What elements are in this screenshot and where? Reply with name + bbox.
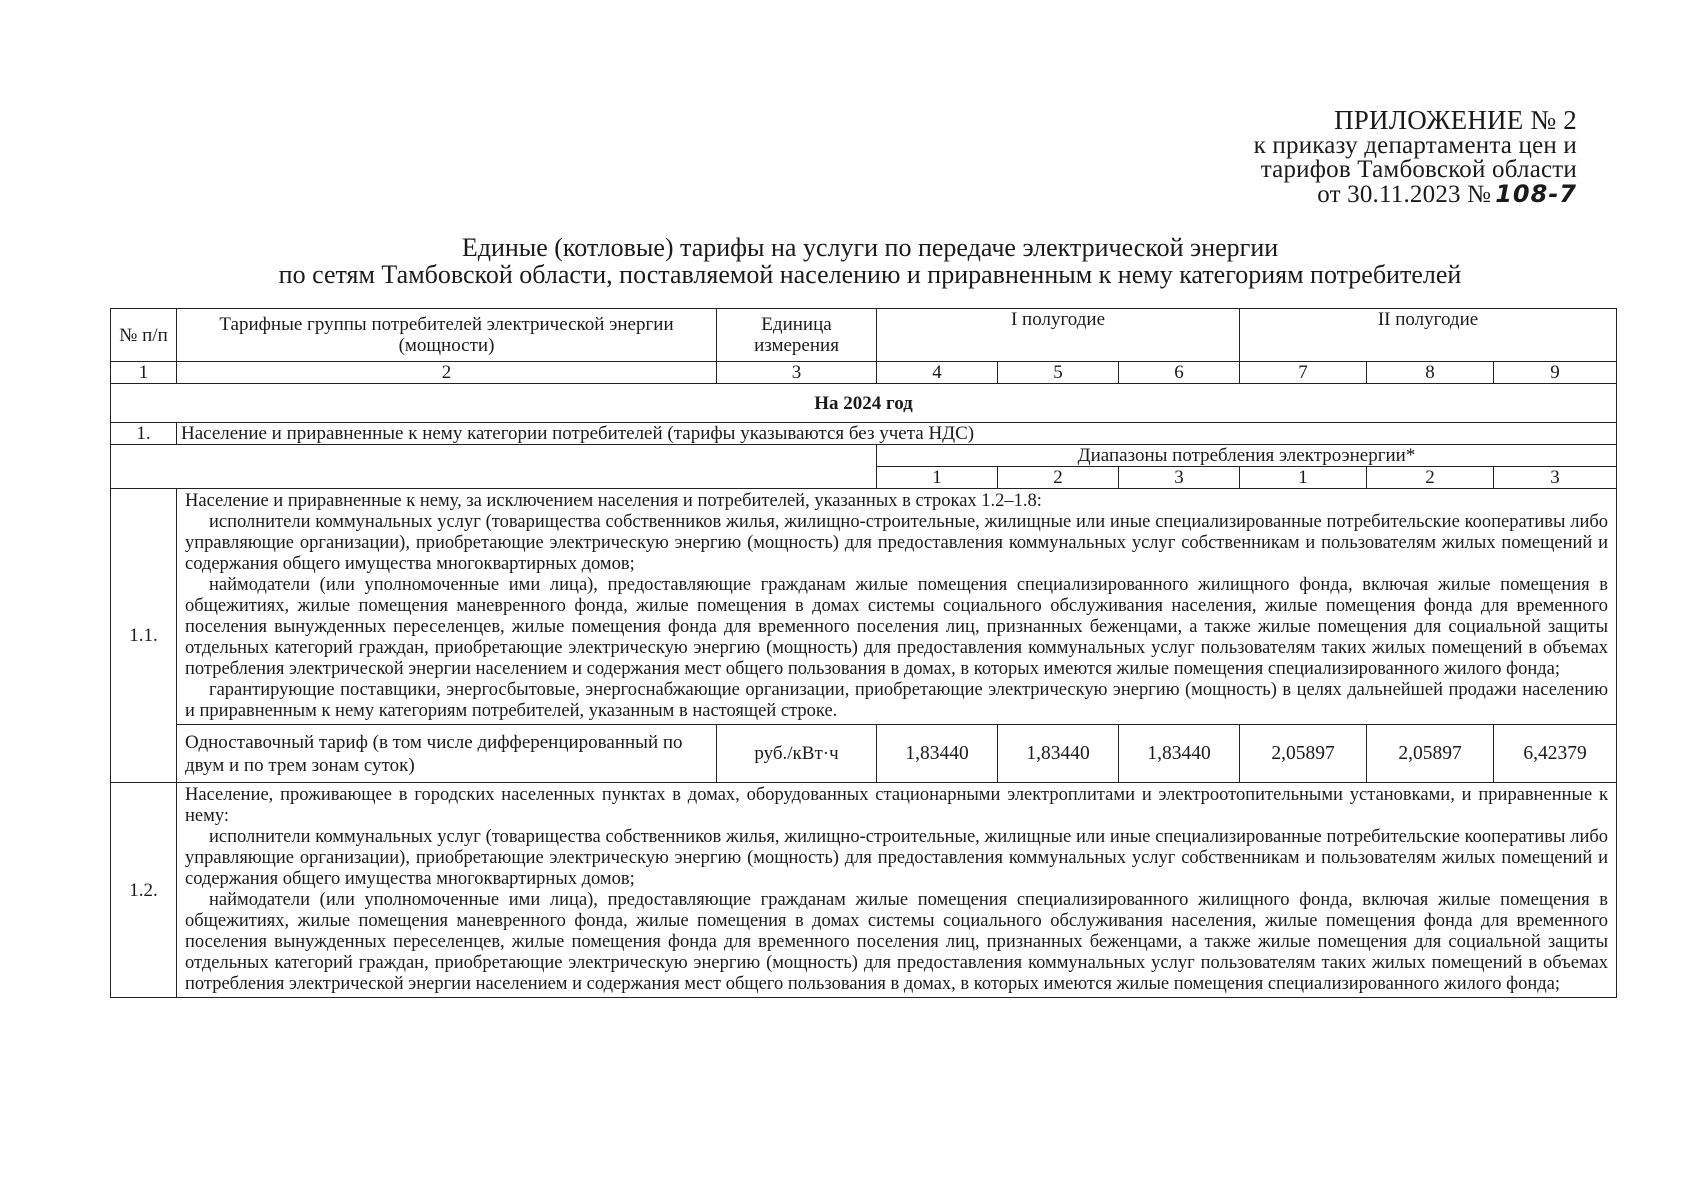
document-title-line-2: по сетям Тамбовской области, поставляемой населению и приравненным к нему категориям потребителей <box>278 260 1462 289</box>
tariff-value: 2,05897 <box>1367 725 1494 783</box>
ranges-label-row <box>111 445 1617 467</box>
col-number: 7 <box>1240 362 1367 384</box>
tariff-unit: руб./кВт·ч <box>717 725 877 783</box>
table-row <box>111 489 1617 725</box>
appendix-date: от 30.11.2023 № <box>1317 181 1492 208</box>
header-half-1: I полугодие <box>877 309 1240 362</box>
tariff-value: 1,83440 <box>877 725 998 783</box>
header-unit: Единица измерения <box>717 309 877 362</box>
tariff-row <box>111 725 1617 783</box>
row-paragraph: наймодатели (или уполномоченные ими лица), предоставляющие гражданам жилые помещения специализированного жилищного фонда, включая жилые помещения в общежитиях, жилые помещения маневренного фонда, жилые помещения в домах системы социального обслуживания населения, жилые помещения фонда для временного поселения вынужденных переселенцев, жилые помещения фонда для временного поселения лиц, признанных беженцами, а также жилые помещения для социальной защиты отдельных категорий граждан, приобретающие электрическую энергию (мощность) для предоставления коммунальных услуг пользователям таких жилых помещений в объемах потребления электрической энергии населением и содержания мест общего пользования в домах, в которых имеются жилые помещения специализированного жилого фонда; <box>185 890 1609 994</box>
header-groups: Тарифные группы потребителей электрической энергии (мощности) <box>177 309 717 362</box>
row-intro: Население и приравненные к нему, за исключением населения и потребителей, указанных в строках 1.2–1.8: <box>185 491 1042 511</box>
appendix-line-1: к приказу департамента цен и <box>1253 132 1577 159</box>
header-row <box>111 309 1617 362</box>
handwritten-order-number: 108-7 <box>1495 180 1577 208</box>
header-num: № п/п <box>111 309 177 362</box>
col-number: 9 <box>1494 362 1617 384</box>
col-number: 2 <box>177 362 717 384</box>
range-number: 1 <box>877 467 998 489</box>
row-description <box>177 489 1617 725</box>
row-number: 1. <box>111 423 177 445</box>
col-number: 5 <box>998 362 1119 384</box>
col-number: 3 <box>717 362 877 384</box>
col-number: 1 <box>111 362 177 384</box>
tariff-value: 1,83440 <box>998 725 1119 783</box>
year-row <box>111 384 1617 423</box>
appendix-header <box>1254 106 1577 207</box>
tariff-value: 6,42379 <box>1494 725 1617 783</box>
appendix-line-2: тарифов Тамбовской области <box>1260 156 1577 183</box>
range-number: 3 <box>1119 467 1240 489</box>
row-text: Население и приравненные к нему категории потребителей (тарифы указываются без учета НДС) <box>177 423 1617 445</box>
row-paragraph: гарантирующие поставщики, энергосбытовые, энергоснабжающие организации, приобретающие электрическую энергию (мощность) в целях дальнейшей продажи населению и приравненным к нему категориям потребителей, указанным в настоящей строке. <box>185 680 1609 721</box>
table-row <box>111 783 1617 998</box>
col-number: 8 <box>1367 362 1494 384</box>
col-number: 6 <box>1119 362 1240 384</box>
appendix-title: ПРИЛОЖЕНИЕ № 2 <box>1334 105 1577 135</box>
tariff-label: Одноставочный тариф (в том числе дифференцированный по двум и по трем зонам суток) <box>177 725 717 783</box>
range-number: 3 <box>1494 467 1617 489</box>
tariff-value: 1,83440 <box>1119 725 1240 783</box>
row-intro: Население, проживающее в городских населенных пунктах в домах, оборудованных стационарными электроплитами и электроотопительными установками, и приравненные к нему: <box>185 785 1609 826</box>
col-number: 4 <box>877 362 998 384</box>
tariff-table <box>110 308 1617 998</box>
range-number: 2 <box>998 467 1119 489</box>
ranges-label: Диапазоны потребления электроэнергии* <box>877 445 1617 467</box>
document-title <box>150 234 1590 288</box>
row-number: 1.1. <box>111 489 177 783</box>
header-half-2: II полугодие <box>1240 309 1617 362</box>
empty-cell <box>111 445 877 489</box>
row-number: 1.2. <box>111 783 177 998</box>
document-title-line-1: Единые (котловые) тарифы на услуги по передаче электрической энергии <box>461 233 1279 262</box>
range-number: 2 <box>1367 467 1494 489</box>
row-paragraph: исполнители коммунальных услуг (товарищества собственников жилья, жилищно-строительные, жилищные или иные специализированные потребительские кооперативы либо управляющие организации), приобретающие электрическую энергию (мощность) для предоставления коммунальных услуг собственникам и пользователям жилых помещений и содержания общего имущества многоквартирных домов; <box>185 512 1609 574</box>
column-number-row <box>111 362 1617 384</box>
range-number: 1 <box>1240 467 1367 489</box>
row-description <box>177 783 1617 998</box>
appendix-line-3 <box>1254 182 1577 207</box>
tariff-value: 2,05897 <box>1240 725 1367 783</box>
row-paragraph: исполнители коммунальных услуг (товарищества собственников жилья, жилищно-строительные, жилищные или иные специализированные потребительские кооперативы либо управляющие организации), приобретающие электрическую энергию (мощность) для предоставления коммунальных услуг собственникам и пользователям жилых помещений и содержания общего имущества многоквартирных домов; <box>185 827 1609 889</box>
row-paragraph: наймодатели (или уполномоченные ими лица), предоставляющие гражданам жилые помещения специализированного жилищного фонда, включая жилые помещения в общежитиях, жилые помещения маневренного фонда, жилые помещения в домах системы социального обслуживания населения, жилые помещения фонда для временного поселения вынужденных переселенцев, жилые помещения фонда для временного поселения лиц, признанных беженцами, а также жилые помещения для социальной защиты отдельных категорий граждан, приобретающие электрическую энергию (мощность) для предоставления коммунальных услуг пользователям таких жилых помещений в объемах потребления электрической энергии населением и содержания мест общего пользования в домах, в которых имеются жилые помещения специализированного жилого фонда; <box>185 575 1609 679</box>
year-label: На 2024 год <box>111 384 1617 423</box>
table-row <box>111 423 1617 445</box>
